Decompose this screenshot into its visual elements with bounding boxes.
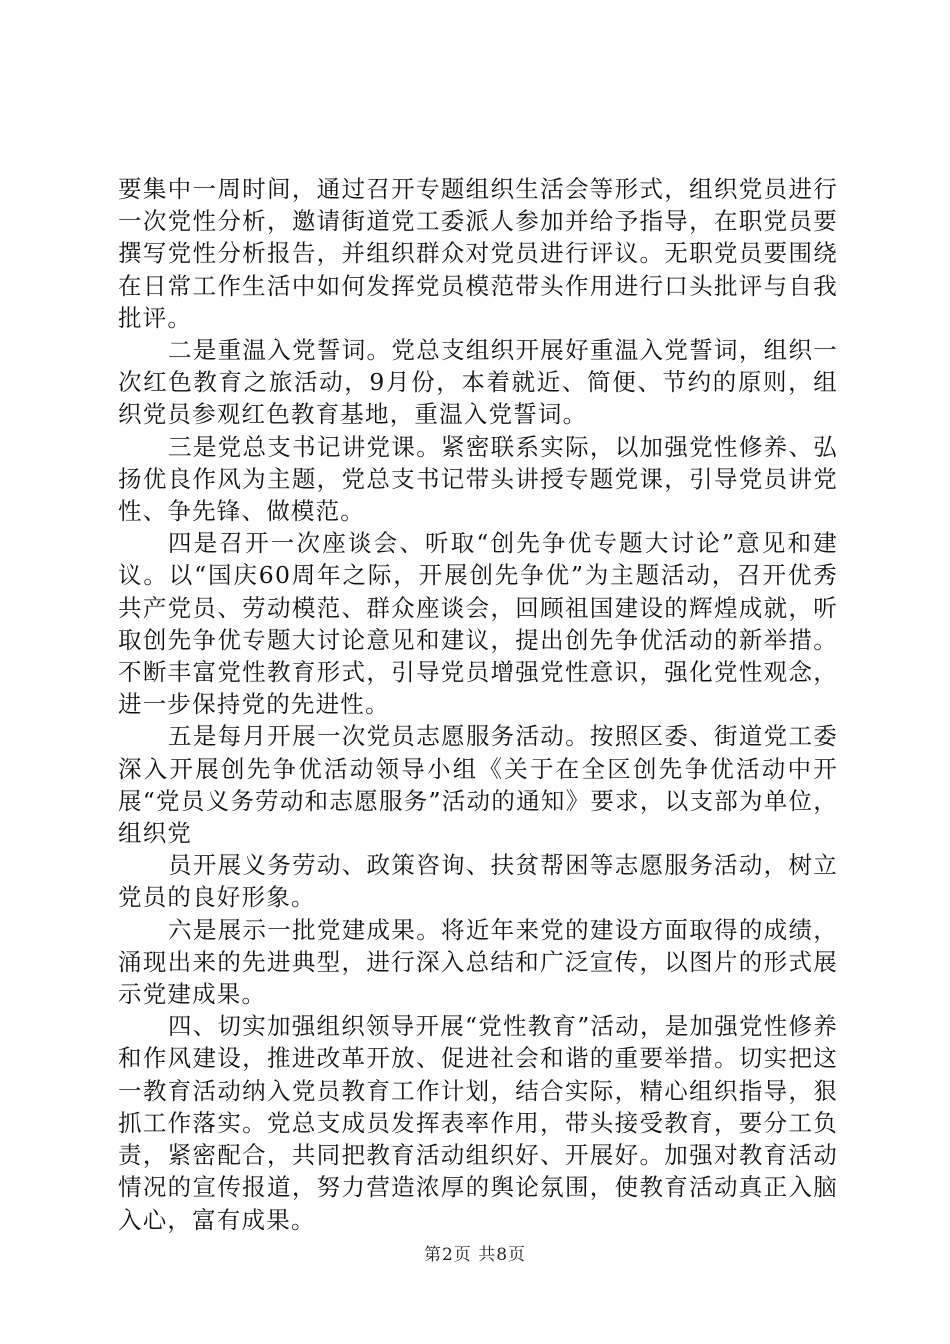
document-body (118, 173, 838, 1236)
paragraph-2: 二是重温入党誓词。党总支组织开展好重温入党誓词，组织一次红色教育之旅活动，9月份，本着就近、简便、节约的原则，组织党员参观红色教育基地，重温入党誓词。 (118, 336, 838, 429)
paragraph-3: 三是党总支书记讲党课。紧密联系实际，以加强党性修养、弘扬优良作风为主题，党总支书记带头讲授专题党课，引导党员讲党性、争先锋、做模范。 (118, 432, 838, 526)
paragraph-6: 员开展义务劳动、政策咨询、扶贫帮困等志愿服务活动，树立党员的良好形象。 (118, 851, 838, 912)
page-footer: 第2页 共8页 (423, 1245, 527, 1265)
paragraph-8: 四、切实加强组织领导开展“党性教育”活动，是加强党性修养和作风建设，推进改革开放、促进社会和谐的重要举措。切实把这一教育活动纳入党员教育工作计划，结合实际，精心组织指导，狠抓工作落实。党总支成员发挥表率作用，带头接受教育，要分工负责，紧密配合，共同把教育活动组织好、开展好。加强对教育活动情况的宣传报道，努力营造浓厚的舆论氛围，使教育活动真正入脑入心，富有成果。 (118, 1012, 838, 1234)
paragraph-4: 四是召开一次座谈会、听取“创先争优专题大讨论”意见和建议。以“国庆60周年之际，开展创先争优”为主题活动，召开优秀共产党员、劳动模范、群众座谈会，回顾祖国建设的辉煌成就，听取创先争优专题大讨论意见和建议，提出创先争优活动的新举措。不断丰富党性教育形式，引导党员增强党性意识，强化党性观念，进一步保持党的先进性。 (118, 529, 838, 719)
paragraph-7: 六是展示一批党建成果。将近年来党的建设方面取得的成绩，涌现出来的先进典型，进行深入总结和广泛宣传，以图片的形式展示党建成果。 (118, 915, 838, 1009)
paragraph-5: 五是每月开展一次党员志愿服务活动。按照区委、街道党工委深入开展创先争优活动领导小组《关于在全区创先争优活动中开展“党员义务劳动和志愿服务”活动的通知》要求，以支部为单位，组织党 (118, 722, 838, 848)
paragraph-1: 要集中一周时间，通过召开专题组织生活会等形式，组织党员进行一次党性分析，邀请街道党工委派人参加并给予指导，在职党员要撰写党性分析报告，并组织群众对党员进行评议。无职党员要围绕在日常工作生活中如何发挥党员模范带头作用进行口头批评与自我批评。 (118, 175, 838, 332)
